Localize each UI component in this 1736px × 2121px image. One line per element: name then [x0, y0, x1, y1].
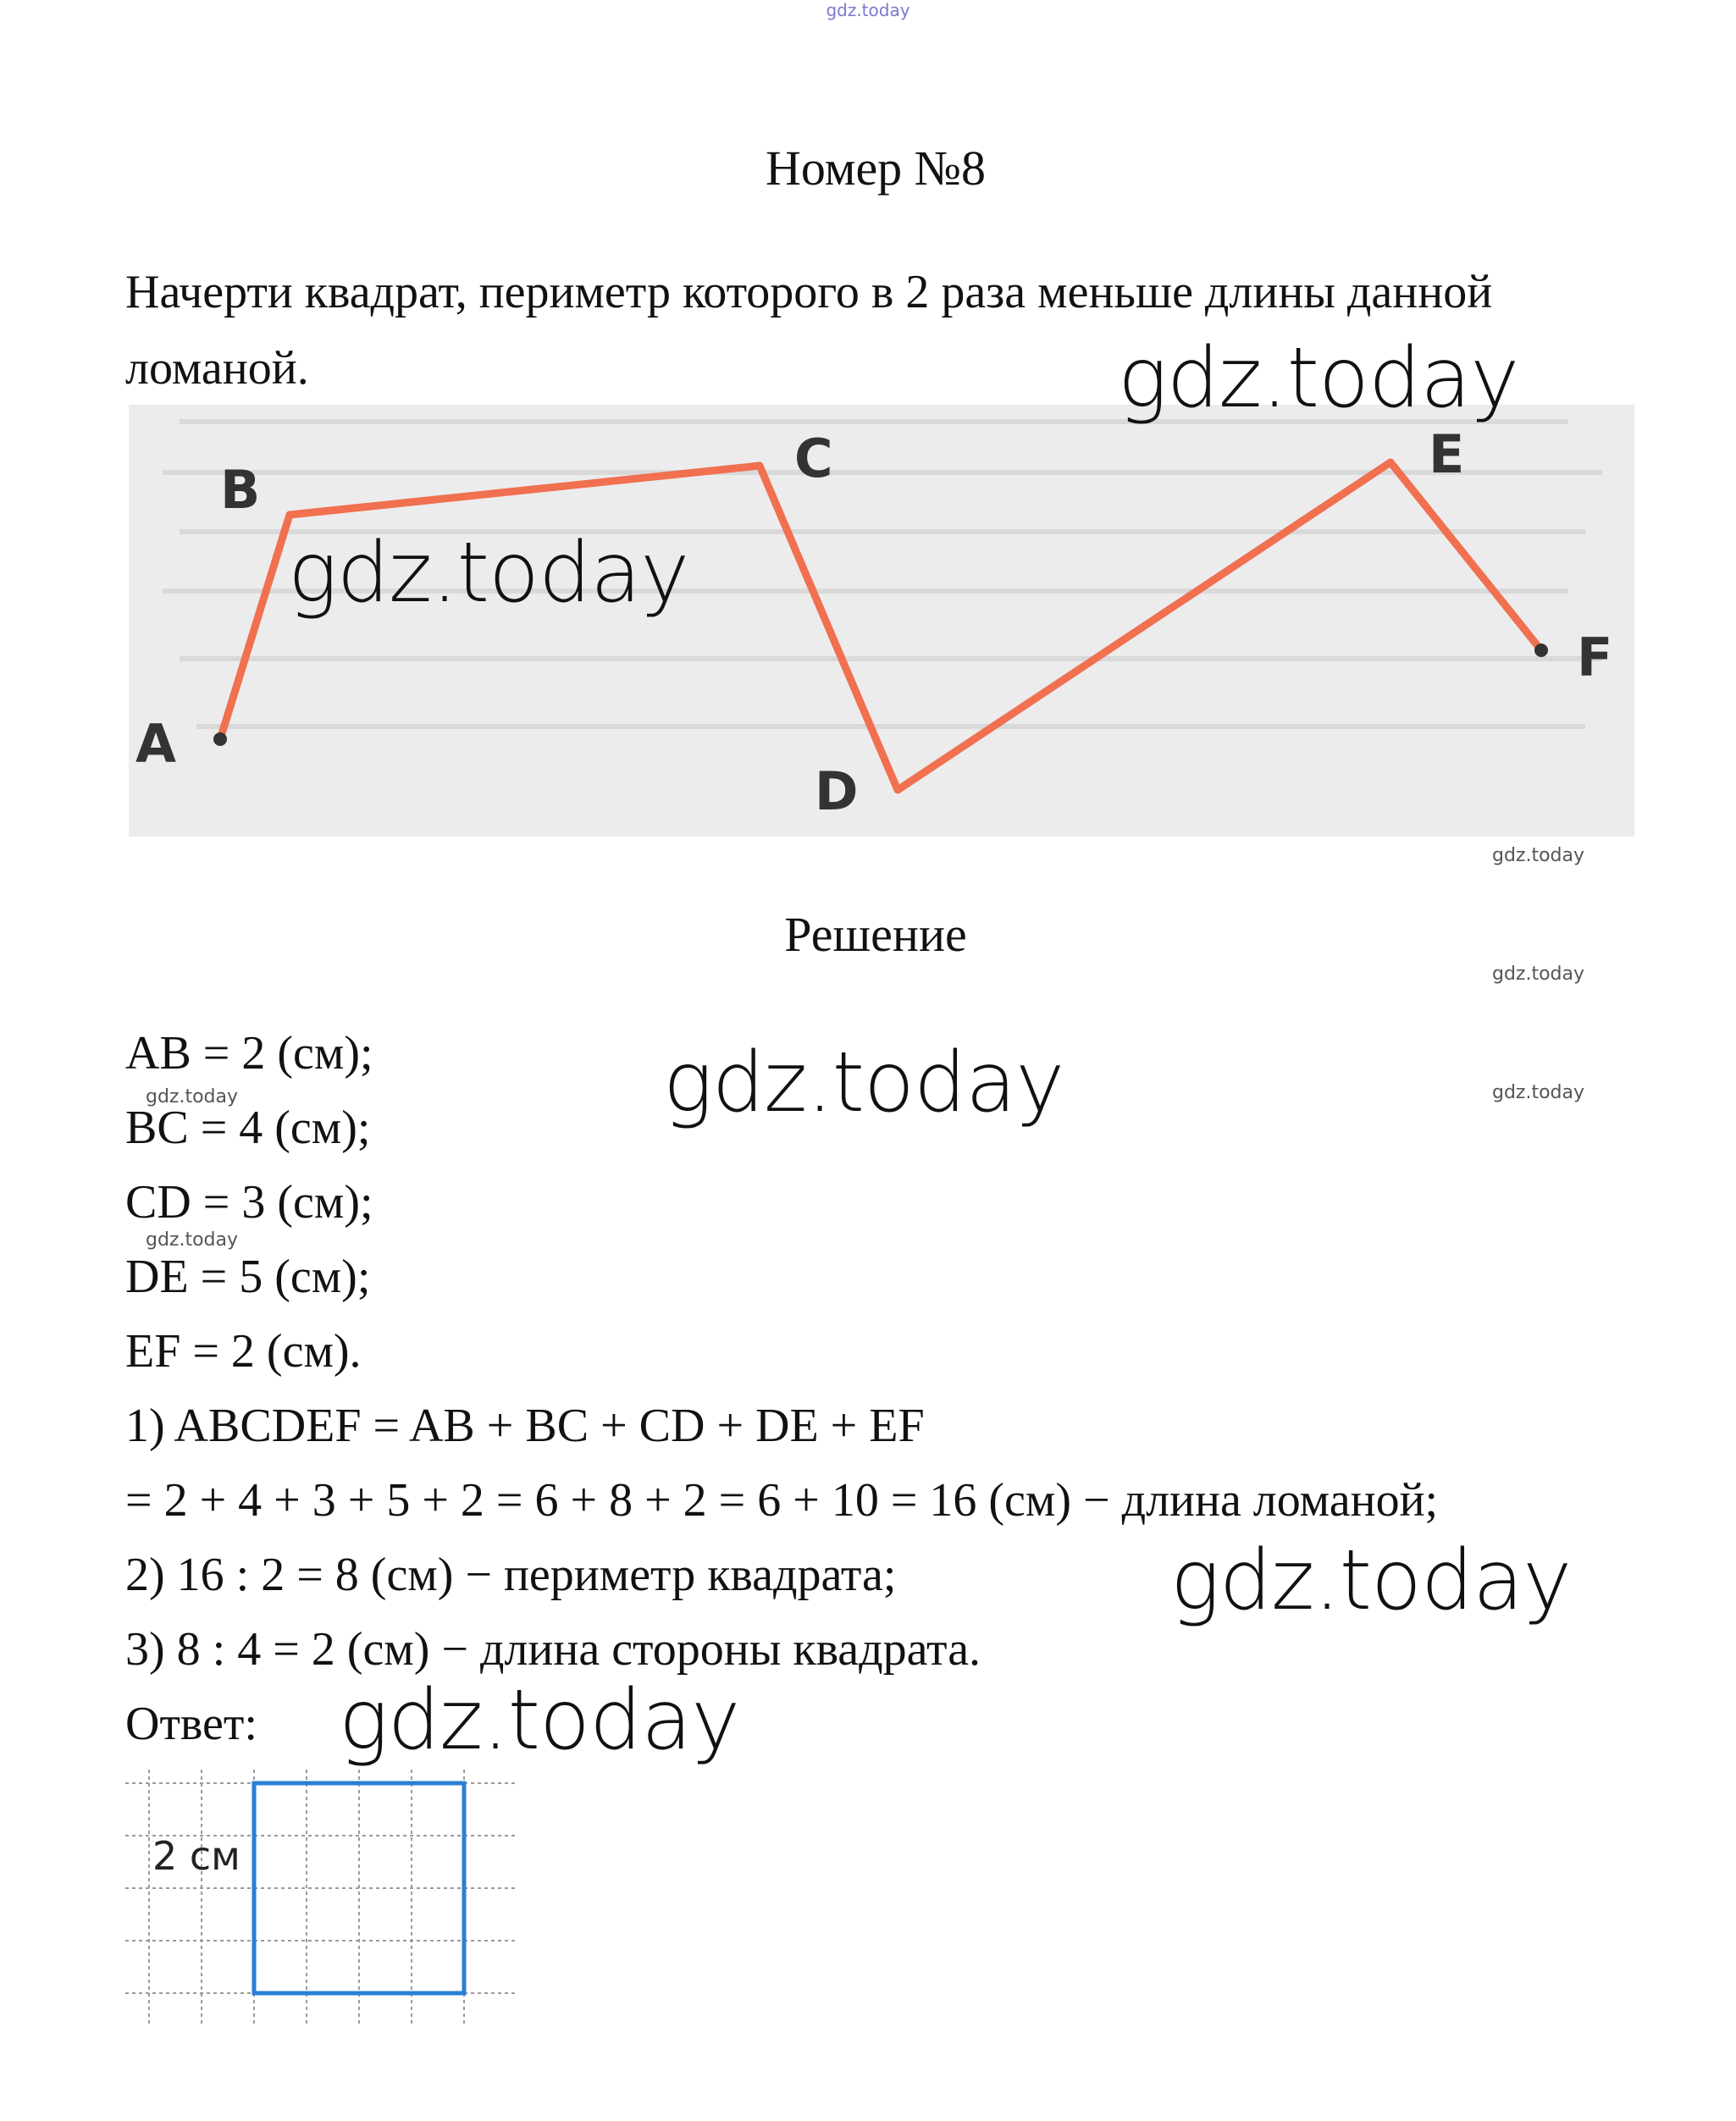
watermark-large: gdz.today	[288, 525, 689, 621]
watermark-large: gdz.today	[1118, 330, 1519, 427]
watermark-small: gdz.today	[146, 1229, 239, 1251]
solution-line: AB = 2 (см);	[125, 1027, 373, 1080]
grid-lines	[125, 1770, 515, 2024]
side-length-label: 2 см	[152, 1833, 240, 1879]
watermark-large: gdz.today	[663, 1035, 1064, 1131]
answer-grid	[125, 1770, 515, 2024]
solution-line: = 2 + 4 + 3 + 5 + 2 = 6 + 8 + 2 = 6 + 10 = 16 (см) − длина ломаной;	[125, 1474, 1439, 1527]
watermark-small: gdz.today	[1492, 1082, 1585, 1103]
solution-line: BC = 4 (см);	[125, 1102, 371, 1154]
solution-line: 1) ABCDEF = AB + BC + CD + DE + EF	[125, 1400, 925, 1452]
watermark-small: gdz.today	[1492, 845, 1585, 866]
solution-line: DE = 5 (см);	[125, 1251, 371, 1303]
watermark-large: gdz.today	[1170, 1533, 1572, 1629]
watermark-large: gdz.today	[339, 1672, 740, 1769]
solution-line: CD = 3 (см);	[125, 1176, 373, 1229]
page-title: Номер №8	[765, 141, 987, 196]
top-watermark: gdz.today	[826, 0, 910, 20]
label-e: E	[1429, 423, 1465, 485]
solution-title: Решение	[784, 907, 967, 962]
watermark-small: gdz.today	[146, 1086, 239, 1107]
task-text: Начерти квадрат, периметр которого в 2 раза меньше длины данной ломаной.	[125, 266, 1493, 395]
solution-line: EF = 2 (см).	[125, 1325, 362, 1378]
point-a-dot	[213, 732, 227, 746]
answer-label: Ответ:	[125, 1698, 257, 1750]
label-d: D	[815, 760, 859, 822]
label-f: F	[1577, 627, 1613, 688]
label-c: C	[794, 428, 833, 489]
solution-line: 2) 16 : 2 = 8 (см) − периметр квадрата;	[125, 1549, 897, 1601]
point-f-dot	[1534, 643, 1548, 657]
watermark-small: gdz.today	[1492, 964, 1585, 985]
solution-line: 3) 8 : 4 = 2 (см) − длина стороны квадрата.	[125, 1623, 981, 1676]
label-b: B	[220, 459, 261, 521]
label-a: A	[135, 713, 176, 775]
